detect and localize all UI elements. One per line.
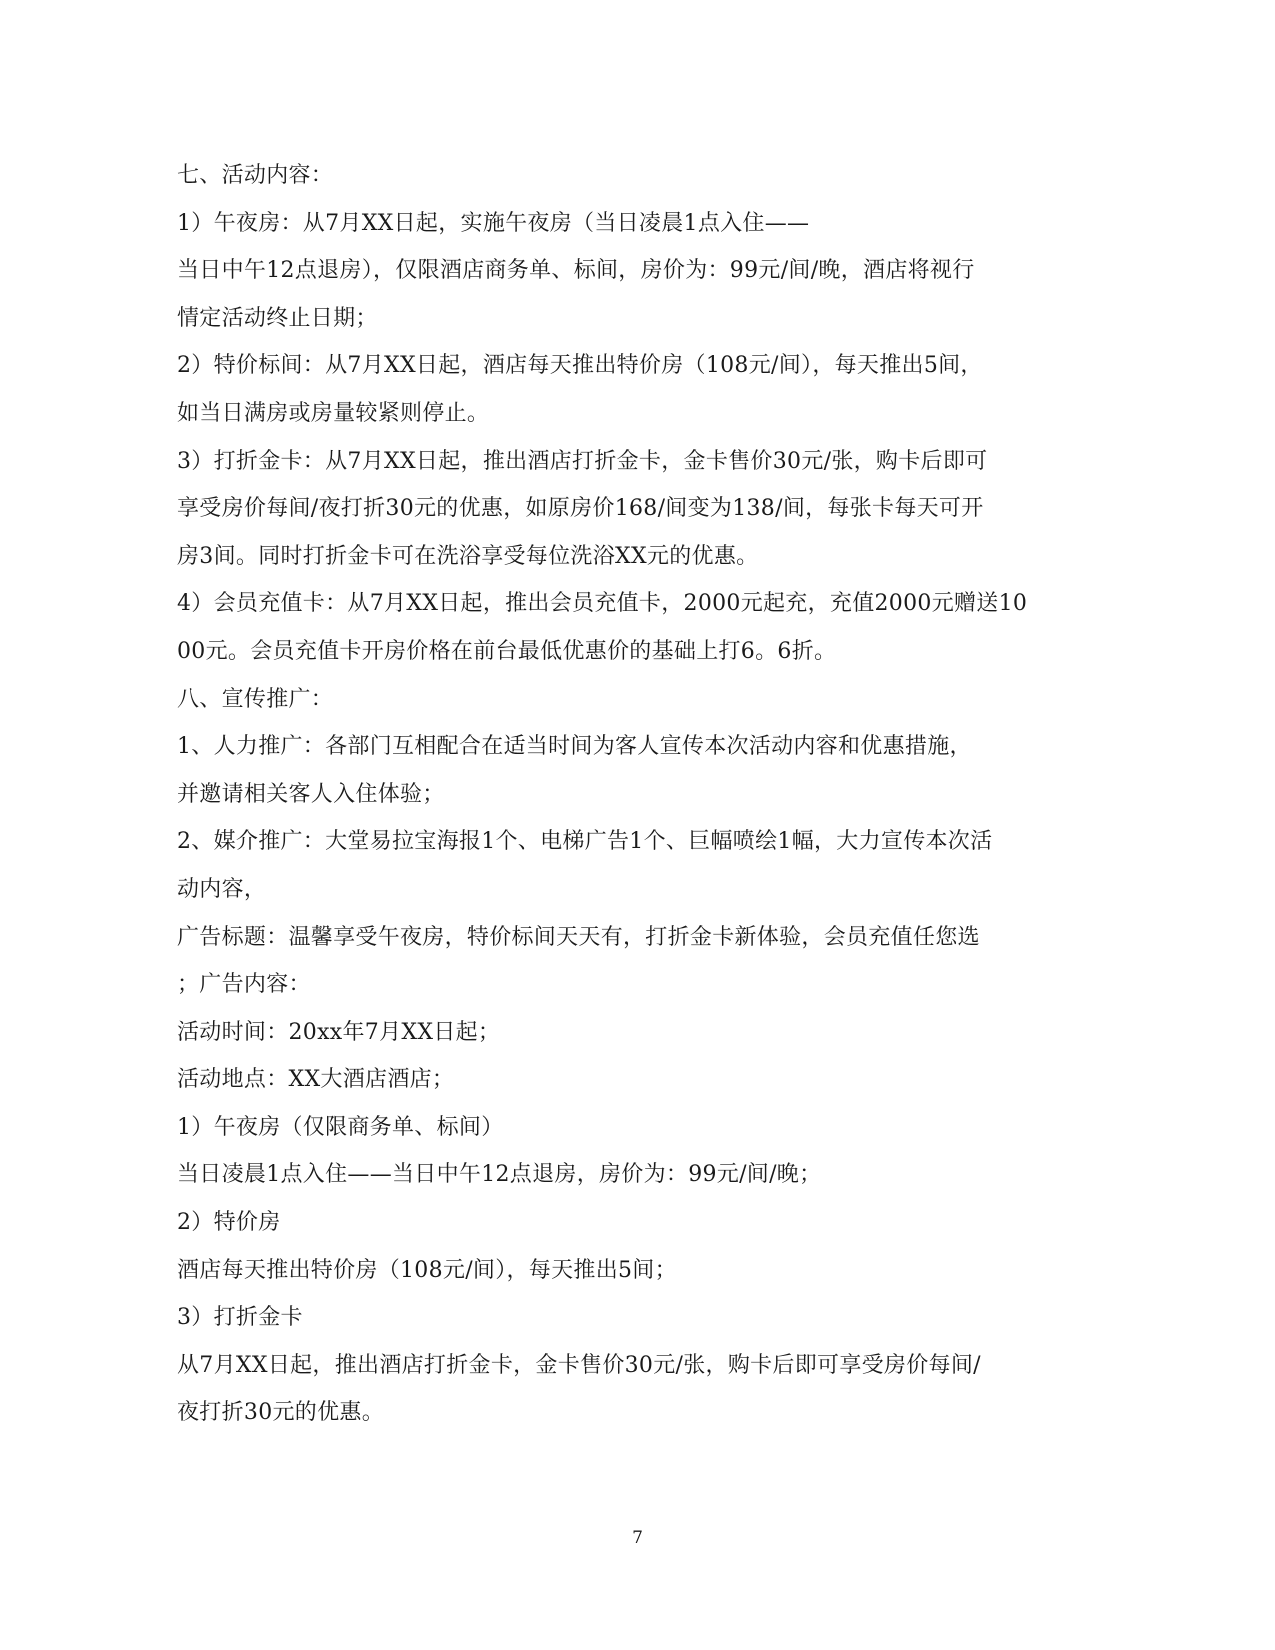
text-line: 享受房价每间/夜打折30元的优惠，如原房价168/间变为138/间，每张卡每天可开 xyxy=(177,496,984,522)
text-line: 当日中午12点退房），仅限酒店商务单、标间，房价为：99元/间/晚，酒店将视行 xyxy=(177,258,975,284)
text-line: 广告标题：温馨享受午夜房，特价标间天天有，打折金卡新体验，会员充值任您选 xyxy=(177,924,980,950)
text-line: 并邀请相关客人入住体验； xyxy=(177,781,445,807)
text-line: 如当日满房或房量较紧则停止。 xyxy=(177,400,490,426)
section-heading-promotion: 八、宣传推广： xyxy=(177,686,334,712)
text-line: 从7月XX日起，推出酒店打折金卡，金卡售价30元/张，购卡后即可享受房价每间/ xyxy=(177,1352,981,1378)
text-line: 1）午夜房（仅限商务单、标间） xyxy=(177,1114,504,1140)
text-line: 4）会员充值卡：从7月XX日起，推出会员充值卡，2000元起充，充值2000元赠送10 xyxy=(177,591,1028,617)
text-line: 00元。会员充值卡开房价格在前台最低优惠价的基础上打6。6折。 xyxy=(177,638,837,664)
text-line: 1、人力推广：各部门互相配合在适当时间为客人宣传本次活动内容和优惠措施， xyxy=(177,734,972,760)
text-line: 2）特价房 xyxy=(177,1210,281,1236)
text-line: 夜打折30元的优惠。 xyxy=(177,1400,384,1426)
text-line: 3）打折金卡：从7月XX日起，推出酒店打折金卡，金卡售价30元/张，购卡后即可 xyxy=(177,448,988,474)
text-line: 3）打折金卡 xyxy=(177,1305,303,1331)
section-heading-activity-content: 七、活动内容： xyxy=(177,163,334,188)
text-line: 当日凌晨1点入住——当日中午12点退房，房价为：99元/间/晚； xyxy=(177,1162,822,1188)
text-line: 2、媒介推广：大堂易拉宝海报1个、电梯广告1个、巨幅喷绘1幅，大力宣传本次活 xyxy=(177,829,993,855)
document-body xyxy=(177,152,1057,1437)
text-line: 情定活动终止日期； xyxy=(177,305,378,331)
text-line: 酒店每天推出特价房（108元/间），每天推出5间； xyxy=(177,1257,677,1283)
text-line: 动内容， xyxy=(177,876,267,902)
text-line: 房3间。同时打折金卡可在洗浴享受每位洗浴XX元的优惠。 xyxy=(177,543,759,569)
text-line: 1）午夜房：从7月XX日起，实施午夜房（当日凌晨1点入住—— xyxy=(177,210,810,236)
text-line: 2）特价标间：从7月XX日起，酒店每天推出特价房（108元/间），每天推出5间， xyxy=(177,353,983,379)
text-line: 活动地点：XX大酒店酒店； xyxy=(177,1067,455,1093)
page-number: 7 xyxy=(632,1528,643,1548)
text-line: ；广告内容： xyxy=(177,972,311,998)
text-line: 活动时间：20xx年7月XX日起； xyxy=(177,1019,501,1045)
